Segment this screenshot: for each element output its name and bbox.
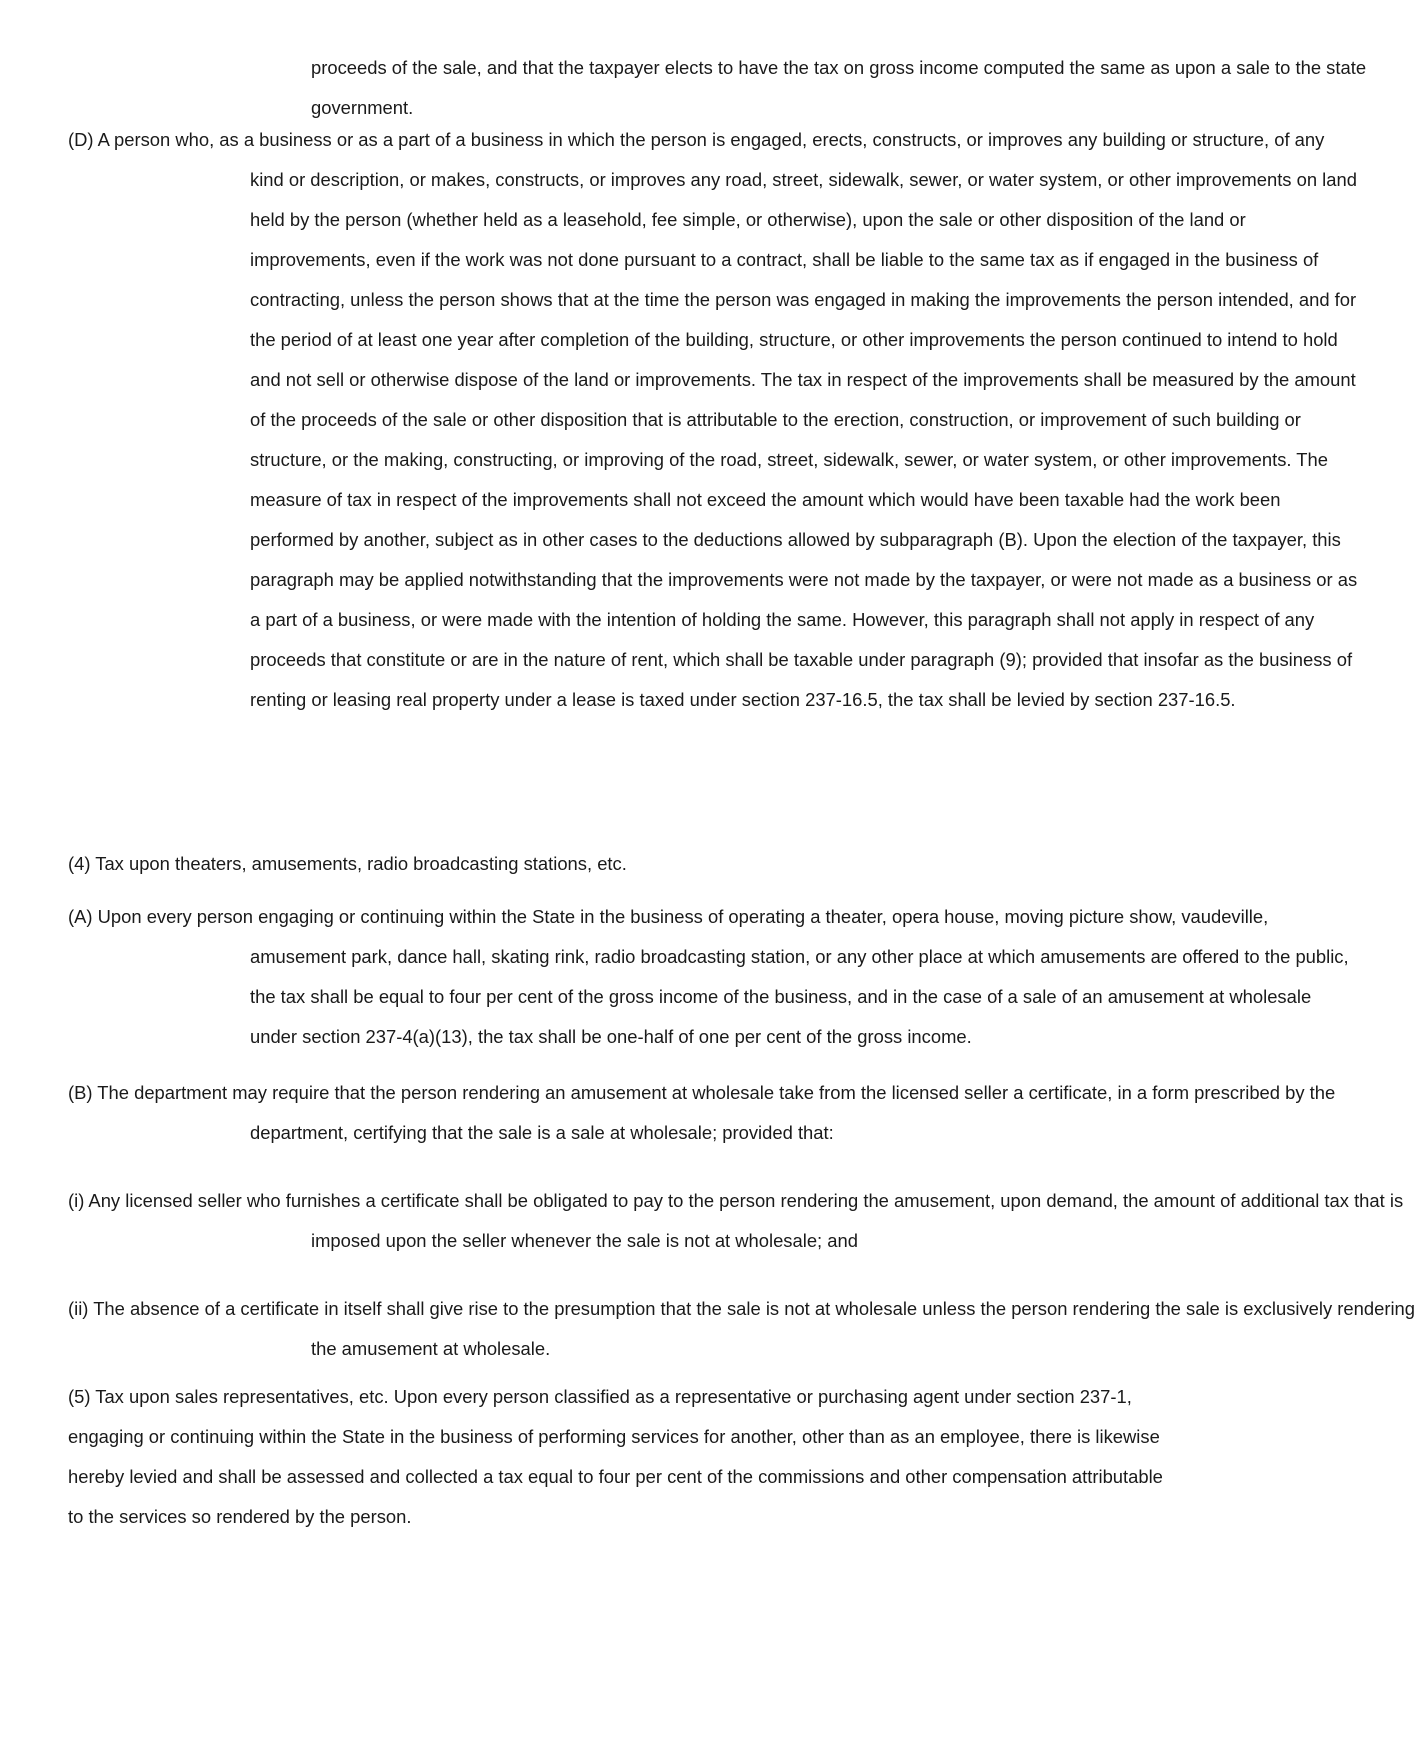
paragraph-4b-ii: (ii) The absence of a certificate in itself shall give rise to the presumption that the sale is not at wholesale unless the person rendering the sale is exclusively rendering the amusement at wholesale. [68, 1298, 1415, 1359]
paragraph-d: (D) A person who, as a business or as a part of a business in which the person is engaged, erects, constructs, or improves any building or structure, of any kind or description, or makes, constructs, or improves any road, street, sidewalk, sewer, or water system, or other improvements on land held by the person (whether held as a leasehold, fee simple, or otherwise), upon the sale or other disposition of the land or improvements, even if the work was not done pursuant to a contract, shall be liable to the same tax as if engaged in the business of contracting, unless the person shows that at the time the person was engaged in making the improvements the person intended, and for the period of at least one year after completion of the building, structure, or other improvements the person continued to intend to hold and not sell or otherwise dispose of the land or improvements. The tax in respect of the improvements shall be measured by the amount of the proceeds of the sale or other disposition that is attributable to the erection, construction, or improvement of such building or structure, or the making, constructing, or improving of the road, street, sidewalk, sewer, or water system, or other improvements. The measure of tax in respect of the improvements shall not exceed the amount which would have been taxable had the work been performed by another, subject as in other cases to the deductions allowed by subparagraph (B). Upon the election of the taxpayer, this paragraph may be applied notwithstanding that the improvements were not made by the taxpayer, or were not made as a business or as a part of a business, or were made with the intention of holding the same. However, this paragraph shall not apply in respect of any proceeds that constitute or are in the nature of rent, which shall be taxable under paragraph (9); provided that insofar as the business of renting or leasing real property under a lease is taxed under section 237-16.5, the tax shall be levied by section 237-16.5. [68, 129, 1358, 710]
paragraph-4a: (A) Upon every person engaging or continuing within the State in the business of operating a theater, opera house, moving picture show, vaudeville, amusement park, dance hall, skating rink, radio broadcasting station, or any other place at which amusements are offered to the public, the tax shall be equal to four per cent of the gross income of the business, and in the case of a sale of an amusement at wholesale under section 237-4(a)(13), the tax shall be one-half of one per cent of the gross income. [68, 906, 1349, 1047]
paragraph-4-heading: (4) Tax upon theaters, amusements, radio broadcasting stations, etc. [68, 853, 627, 874]
paragraph-4b-i: (i) Any licensed seller who furnishes a certificate shall be obligated to pay to the person rendering the amusement, upon demand, the amount of additional tax that is imposed upon the seller whenever the sale is not at wholesale; and [68, 1190, 1404, 1251]
paragraph-4b: (B) The department may require that the person rendering an amusement at wholesale take from the licensed seller a certificate, in a form prescribed by the department, certifying that the sale is a sale at wholesale; provided that: [68, 1082, 1336, 1143]
paragraph-c-continuation: proceeds of the sale, and that the taxpayer elects to have the tax on gross income computed the same as upon a sale to the state government. [311, 57, 1367, 118]
paragraph-5: (5) Tax upon sales representatives, etc. Upon every person classified as a representative or purchasing agent under section 237-1, engaging or continuing within the State in the business of performing services for another, other than as an employee, there is likewise hereby levied and shall be assessed and collected a tax equal to four per cent of the commissions and other compensation attributable to the services so rendered by the person. [68, 1386, 1163, 1527]
